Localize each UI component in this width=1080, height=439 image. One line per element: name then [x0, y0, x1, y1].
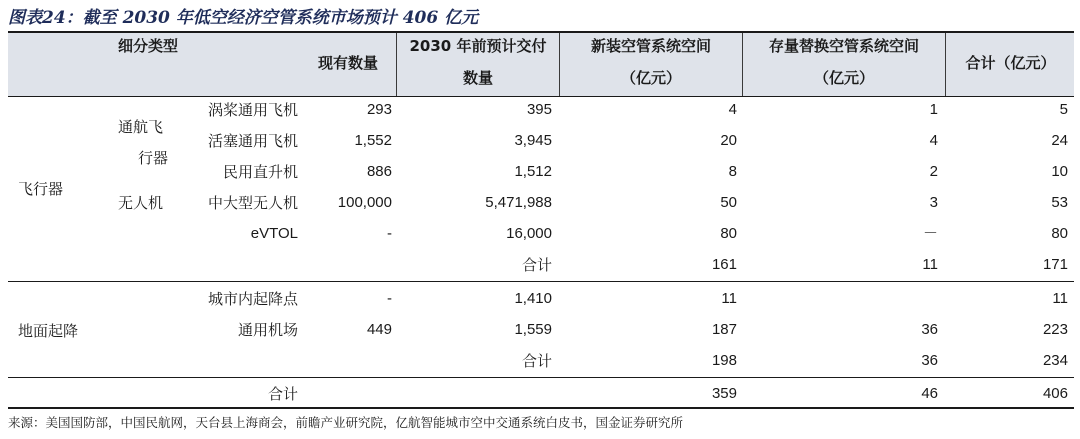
header-existing: 现有数量 [318, 54, 379, 72]
source-note: 来源：美国国防部，中国民航网，天台县上海商会，前瞻产业研究院，亿航智能城市空中交通系统白皮书，国金证券研究所 [8, 415, 684, 430]
grand-total-label: 合计 [267, 385, 298, 403]
row-existing: 100,000 [337, 194, 392, 211]
row-replace: 11 [922, 256, 938, 273]
row-total: 5 [1059, 101, 1068, 118]
header-new-line2: （亿元） [620, 69, 681, 87]
row-delivery: 1,512 [514, 163, 552, 180]
header-replace-line1: 存量替换空管系统空间 [768, 37, 919, 55]
row-new: 11 [721, 290, 737, 307]
row-subtype: 中大型无人机 [207, 194, 298, 212]
subtotal-rule [8, 377, 1074, 378]
group-general-aviation-line2: 行器 [138, 149, 169, 167]
header-delivery-line2: 数量 [462, 69, 493, 87]
grand-total-new: 359 [711, 385, 737, 402]
header-separator [945, 33, 946, 96]
row-total: 11 [1052, 290, 1068, 307]
row-replace: － [922, 225, 938, 242]
row-delivery: 1,559 [514, 321, 552, 338]
subtotal-label: 合计 [521, 352, 552, 370]
top-rule [8, 31, 1074, 33]
group-general-aviation-line1: 通航飞 [118, 118, 164, 136]
header-separator [559, 33, 560, 96]
header-separator [396, 33, 397, 96]
row-new: 4 [728, 101, 737, 118]
row-total: 53 [1051, 194, 1068, 211]
row-existing: - [387, 290, 392, 307]
row-new: 20 [720, 132, 737, 149]
header-replace-line2: （亿元） [813, 69, 874, 87]
row-subtype: 活塞通用飞机 [207, 132, 298, 150]
row-new: 161 [711, 256, 737, 273]
row-delivery: 3,945 [514, 132, 552, 149]
row-replace: 36 [921, 321, 938, 338]
row-subtype: 涡桨通用飞机 [207, 101, 298, 119]
row-total: 223 [1042, 321, 1068, 338]
row-new: 187 [711, 321, 737, 338]
row-total: 171 [1042, 256, 1068, 273]
row-existing: 886 [366, 163, 392, 180]
header-rule [8, 96, 1074, 97]
subtotal-label: 合计 [521, 256, 552, 274]
row-delivery: 1,410 [514, 290, 552, 307]
grand-total-replace: 46 [921, 385, 938, 402]
row-new: 80 [720, 225, 737, 242]
row-replace: 3 [929, 194, 938, 211]
row-new: 198 [711, 352, 737, 369]
group-aircraft: 飞行器 [18, 180, 64, 198]
row-existing: 1,552 [354, 132, 392, 149]
row-delivery: 16,000 [506, 225, 552, 242]
bottom-rule [8, 407, 1074, 409]
section-rule [8, 281, 1074, 282]
row-subtype: eVTOL [250, 225, 298, 242]
row-replace: 36 [921, 352, 938, 369]
row-replace: 4 [929, 132, 938, 149]
row-delivery: 5,471,988 [485, 194, 552, 211]
row-subtype: 通用机场 [237, 321, 298, 339]
header-separator [742, 33, 743, 96]
row-total: 24 [1051, 132, 1068, 149]
row-total: 234 [1042, 352, 1068, 369]
header-category: 细分类型 [118, 37, 179, 55]
group-drone: 无人机 [118, 194, 164, 212]
row-new: 50 [720, 194, 737, 211]
header-new-line1: 新装空管系统空间 [590, 37, 711, 55]
row-existing: 449 [366, 321, 392, 338]
row-delivery: 395 [526, 101, 552, 118]
row-existing: - [387, 225, 392, 242]
grand-total-total: 406 [1042, 385, 1068, 402]
row-total: 80 [1051, 225, 1068, 242]
row-subtype: 民用直升机 [222, 163, 298, 181]
row-existing: 293 [366, 101, 392, 118]
row-subtype: 城市内起降点 [207, 290, 298, 308]
row-total: 10 [1051, 163, 1068, 180]
header-delivery-line1: 2030 年前预计交付 [409, 37, 547, 55]
row-replace: 2 [929, 163, 938, 180]
figure-title: 图表24：截至 2030 年低空经济空管系统市场预计 406 亿元 [8, 8, 479, 28]
row-new: 8 [728, 163, 737, 180]
row-replace: 1 [929, 101, 938, 118]
group-ground: 地面起降 [18, 322, 79, 340]
header-total: 合计（亿元） [965, 54, 1056, 72]
